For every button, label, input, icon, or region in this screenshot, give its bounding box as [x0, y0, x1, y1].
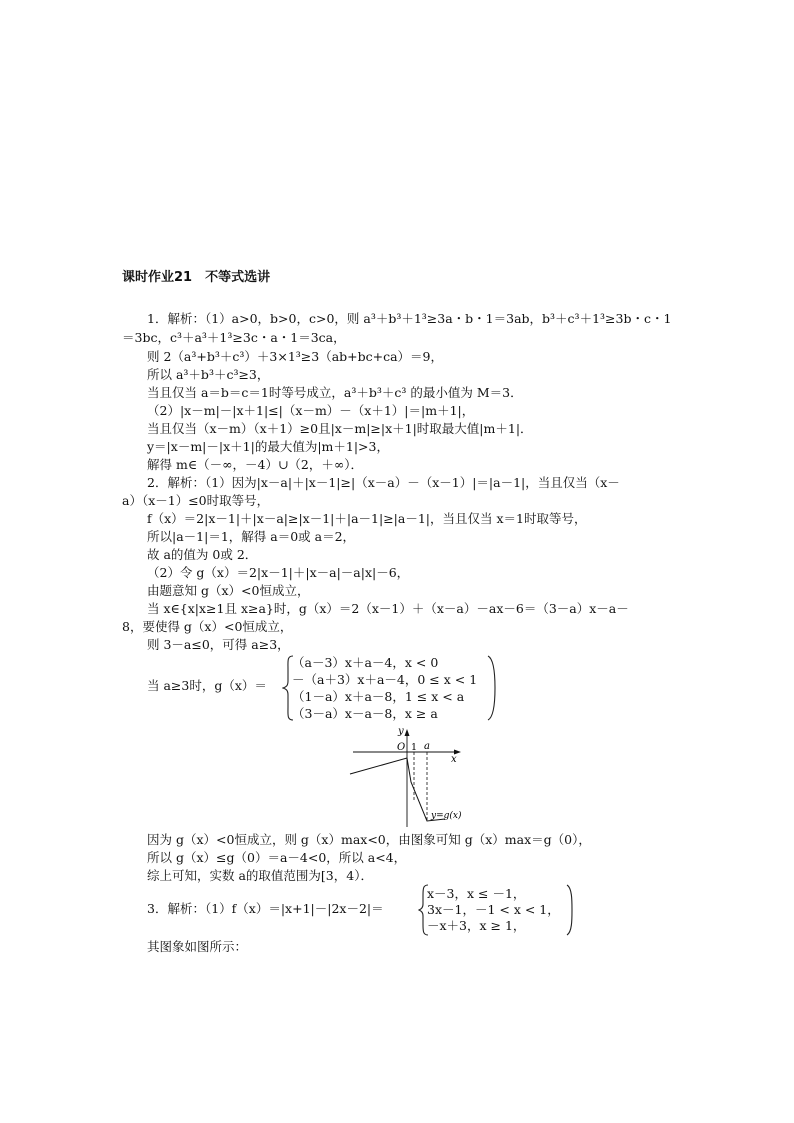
p3-case-line: －x＋3，x ≥ 1， — [427, 918, 526, 933]
p3-prefix: 3．解析：（1）f（x）＝|x+1|－|2x－2|＝ — [147, 901, 384, 916]
case-line: （a－3）x＋a－4，x < 0 — [292, 655, 439, 670]
x-axis-label: x — [451, 754, 457, 765]
right-brace-p3 — [565, 884, 575, 936]
text-line: 所以 a³＋b³＋c³≥3， — [147, 367, 270, 382]
right-brace — [486, 655, 498, 721]
text-line: 当且仅当（x－m）（x＋1）≥0且|x－m|≥|x＋1|时取最大值|m＋1|． — [147, 421, 533, 436]
text-line: ＝3bc，c³＋a³＋1³≥3c・a・1＝3ca， — [122, 330, 346, 345]
text-line: 当且仅当 a＝b＝c＝1时等号成立，a³＋b³＋c³ 的最小值为 M＝3． — [147, 385, 523, 400]
origin-label: O — [397, 742, 406, 753]
text-line: 故 a的值为 0或 2． — [147, 547, 258, 562]
text-line: 其图象如图所示： — [147, 939, 248, 954]
text-line: 当 x∈{x|x≥1且 x≥a}时，g（x）＝2（x－1）＋（x－a）－ax－6＝（3－a）x－a－ — [147, 601, 629, 616]
text-line: 2．解析：（1）因为|x－a|＋|x－1|≥|（x－a）－（x－1）|＝|a－1|，当且仅当（x－ — [147, 475, 620, 490]
text-line: 因为 g（x）<0恒成立，则 g（x）max<0，由图象可知 g（x）max＝g（0）， — [147, 832, 591, 847]
case-line: （1－a）x＋a－8，1 ≤ x < a — [292, 689, 465, 704]
text-line: （2）|x－m|－|x＋1|≤|（x－m）－（x＋1）|＝|m＋1|， — [147, 403, 475, 418]
text-line: 所以 g（x）≤g（0）＝a－4<0，所以 a<4， — [147, 850, 407, 865]
case-line: （3－a）x－a－8，x ≥ a — [292, 706, 438, 721]
text-line: 由题意知 g（x）<0恒成立， — [147, 583, 310, 598]
text-line: 所以|a－1|＝1，解得 a＝0或 a＝2， — [147, 529, 356, 544]
case-prefix: 当 a≥3时，g（x）＝ — [147, 678, 267, 693]
page-title: 课时作业21 不等式选讲 — [122, 270, 271, 285]
case-line: －（a＋3）x＋a－4，0 ≤ x < 1 — [292, 672, 478, 687]
tick-label-1: 1 — [411, 742, 418, 753]
text-line: y＝|x－m|－|x＋1|的最大值为|m＋1|>3， — [147, 439, 389, 454]
text-line: 8，要使得 g（x）<0恒成立， — [122, 619, 293, 634]
text-line: 综上可知，实数 a的取值范围为[3，4）． — [147, 868, 373, 883]
tick-label-a: a — [424, 741, 430, 752]
p3-case-line: x－3，x ≤ －1， — [427, 886, 526, 901]
y-axis-label: y — [398, 726, 404, 737]
text-line: 解得 m∈（－∞，－4）∪（2，＋∞）． — [147, 457, 364, 472]
text-line: 则 3－a≤0，可得 a≥3， — [147, 637, 290, 652]
text-line: 1．解析：（1）a>0，b>0，c>0，则 a³＋b³＋1³≥3a・b・1＝3ab，b³＋c³＋1³≥3b・c・1 — [147, 311, 672, 326]
curve-label: y=g(x) — [431, 811, 462, 821]
text-line: 则 2（a³+b³＋c³）＋3×1³≥3（ab+bc+ca）＝9， — [147, 349, 444, 364]
text-line: a）（x－1）≤0时取等号， — [122, 493, 270, 508]
text-line: （2）令 g（x）＝2|x－1|＋|x－a|－a|x|－6， — [147, 565, 410, 580]
y-axis-arrow — [405, 729, 410, 736]
graph-gx — [345, 724, 465, 828]
text-line: f（x）＝2|x－1|＋|x－a|≥|x－1|＋|a－1|≥|a－1|，当且仅当 x＝1时取等号， — [147, 511, 587, 526]
p3-case-line: 3x－1，－1 < x < 1， — [427, 902, 560, 917]
